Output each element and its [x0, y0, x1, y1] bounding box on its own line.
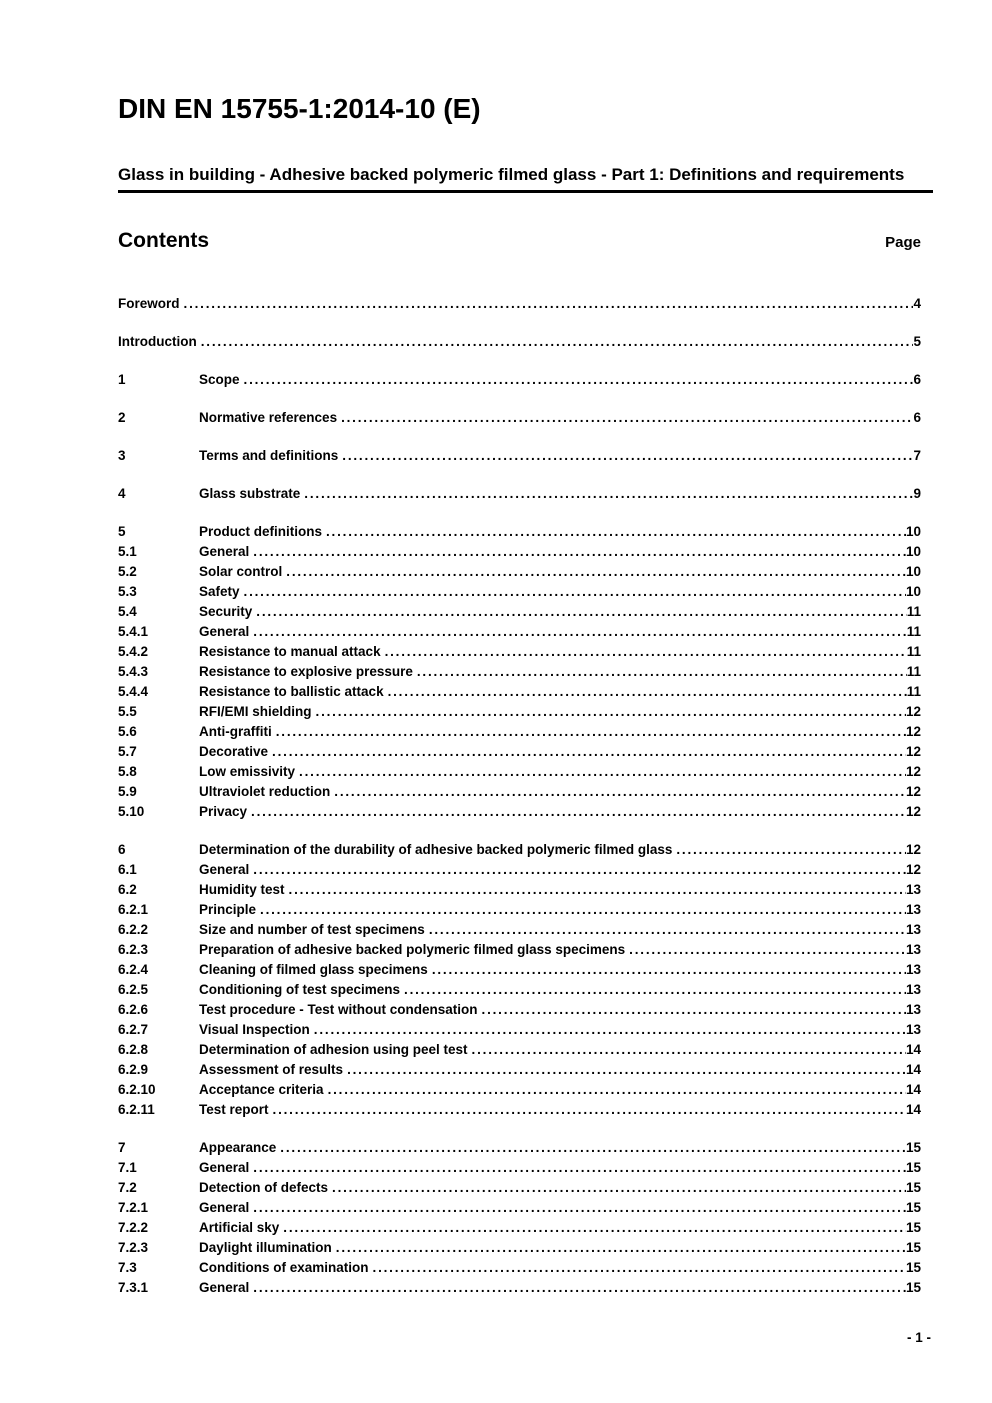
toc-entry-label: Anti-graffiti — [199, 724, 272, 739]
toc-entry-page: 14 — [905, 1082, 921, 1097]
toc-entry-page: 13 — [905, 922, 921, 937]
toc-entry-label: Glass substrate — [199, 486, 301, 501]
toc-dot-leader — [253, 1198, 906, 1218]
toc-entry-page: 9 — [913, 486, 921, 501]
toc-entry-label: Daylight illumination — [199, 1240, 332, 1255]
toc-entry-label: Solar control — [199, 564, 283, 579]
toc-entry-number: 6.1 — [118, 862, 137, 877]
toc-dot-leader — [273, 1100, 906, 1120]
toc-entry-page: 13 — [905, 882, 921, 897]
toc-dot-leader — [251, 802, 906, 822]
toc-entry-label: Conditioning of test specimens — [199, 982, 401, 997]
toc-entry-number: 7.3.1 — [118, 1280, 149, 1295]
toc-entry-label: Decorative — [199, 744, 269, 759]
toc-entry-label: Privacy — [199, 804, 248, 819]
toc-entry-number: 5.4.3 — [118, 664, 149, 679]
toc-entry-number: 5.5 — [118, 704, 137, 719]
toc-entry-page: 13 — [905, 962, 921, 977]
toc-entry-page: 12 — [905, 764, 921, 779]
toc-dot-leader — [385, 642, 907, 662]
toc-dot-leader — [304, 484, 913, 504]
toc-entry-number: 7.1 — [118, 1160, 137, 1175]
toc-dot-leader — [482, 1000, 906, 1020]
toc-entry-label: Detection of defects — [199, 1180, 329, 1195]
toc-row — [118, 522, 933, 542]
toc-entry-number: 6.2.7 — [118, 1022, 149, 1037]
toc-entry-page: 11 — [906, 644, 921, 659]
toc-entry-page: 12 — [905, 744, 921, 759]
toc-group — [118, 840, 933, 1120]
toc-row — [118, 802, 933, 822]
toc-entry-page: 15 — [905, 1260, 921, 1275]
toc-entry-page: 10 — [905, 564, 921, 579]
toc-entry-label: Resistance to manual attack — [199, 644, 381, 659]
toc-dot-leader — [347, 1060, 906, 1080]
contents-heading: Contents — [118, 229, 209, 252]
toc-entry-number: 4 — [118, 486, 126, 501]
toc-dot-leader — [472, 1040, 906, 1060]
toc-entry-page: 13 — [905, 942, 921, 957]
toc-entry-number: 6.2.6 — [118, 1002, 149, 1017]
toc-entry-page: 15 — [905, 1280, 921, 1295]
toc-dot-leader — [253, 1158, 906, 1178]
toc-row — [118, 642, 933, 662]
toc-entry-label: Appearance — [199, 1140, 277, 1155]
toc-entry-number: 6 — [118, 842, 126, 857]
toc-entry-page: 12 — [905, 804, 921, 819]
toc-entry-page: 14 — [905, 1062, 921, 1077]
toc-entry-page: 10 — [905, 544, 921, 559]
toc-entry-label: Artificial sky — [199, 1220, 280, 1235]
toc-entry-page: 13 — [905, 902, 921, 917]
toc-row — [118, 702, 933, 722]
toc-entry-number: 6.2.1 — [118, 902, 149, 917]
toc-row — [118, 294, 933, 314]
toc-row — [118, 880, 933, 900]
toc-entry-number: 7.2.1 — [118, 1200, 149, 1215]
toc-entry-label: General — [199, 1200, 250, 1215]
toc-entry-label: Terms and definitions — [199, 448, 339, 463]
toc-entry-number: 7.2.3 — [118, 1240, 149, 1255]
toc-entry-number: 5.9 — [118, 784, 137, 799]
toc-row — [118, 722, 933, 742]
toc-dot-leader — [314, 1020, 906, 1040]
toc-entry-label: Visual Inspection — [199, 1022, 310, 1037]
toc-entry-label: Determination of adhesion using peel test — [199, 1042, 468, 1057]
toc-entry-label: Preparation of adhesive backed polymeric filmed glass specimens — [199, 942, 626, 957]
toc-dot-leader — [253, 1278, 906, 1298]
toc-entry-page: 13 — [905, 982, 921, 997]
toc-dot-leader — [244, 582, 906, 602]
toc-entry-label: Conditions of examination — [199, 1260, 369, 1275]
toc-dot-leader — [244, 370, 914, 390]
toc-entry-number: 2 — [118, 410, 126, 425]
toc-row — [118, 1138, 933, 1158]
toc-dot-leader — [276, 722, 906, 742]
toc-entry-label: Resistance to explosive pressure — [199, 664, 413, 679]
toc-entry-page: 12 — [905, 862, 921, 877]
toc-entry-label: Ultraviolet reduction — [199, 784, 331, 799]
toc-row — [118, 1238, 933, 1258]
toc-entry-number: 7.3 — [118, 1260, 137, 1275]
toc-dot-leader — [299, 762, 906, 782]
toc-row — [118, 1020, 933, 1040]
toc-entry-page: 11 — [906, 684, 921, 699]
toc-entry-page: 12 — [905, 784, 921, 799]
toc-dot-leader — [253, 542, 906, 562]
toc-entry-label: Cleaning of filmed glass specimens — [199, 962, 428, 977]
toc-entry-number: 5.1 — [118, 544, 137, 559]
toc-entry-number: 5.8 — [118, 764, 137, 779]
toc-row — [118, 484, 933, 504]
toc-entry-number: 1 — [118, 372, 126, 387]
toc-entry-label: Foreword — [118, 296, 180, 311]
toc-dot-leader — [326, 522, 906, 542]
toc-dot-leader — [272, 742, 906, 762]
toc-entry-label: Assessment of results — [199, 1062, 344, 1077]
toc-row — [118, 542, 933, 562]
toc-group — [118, 522, 933, 822]
toc-row — [118, 1258, 933, 1278]
toc-entry-page: 6 — [913, 372, 921, 387]
toc-entry-number: 6.2 — [118, 882, 137, 897]
toc-entry-number: 5.2 — [118, 564, 137, 579]
toc-row — [118, 1000, 933, 1020]
toc-dot-leader — [429, 920, 906, 940]
toc-entry-number: 7.2 — [118, 1180, 137, 1195]
toc-entry-page: 15 — [905, 1180, 921, 1195]
toc-entry-label: RFI/EMI shielding — [199, 704, 312, 719]
toc-entry-page: 6 — [913, 410, 921, 425]
document-code: DIN EN 15755-1:2014-10 (E) — [118, 93, 481, 124]
toc-entry-page: 5 — [913, 334, 921, 349]
toc-entry-page: 10 — [905, 524, 921, 539]
toc-entry-number: 5.4 — [118, 604, 137, 619]
toc-row — [118, 622, 933, 642]
toc-entry-number: 5.4.4 — [118, 684, 149, 699]
toc-entry-label: Security — [199, 604, 253, 619]
toc-dot-leader — [432, 960, 906, 980]
toc-entry-number: 6.2.11 — [118, 1102, 155, 1117]
toc-entry-page: 10 — [905, 584, 921, 599]
toc-entry-page: 13 — [905, 1002, 921, 1017]
toc-dot-leader — [286, 562, 906, 582]
toc-entry-page: 14 — [905, 1102, 921, 1117]
toc — [118, 294, 933, 1298]
toc-entry-label: General — [199, 1280, 250, 1295]
footer-page-number: - 1 - — [906, 1330, 931, 1345]
toc-entry-page: 11 — [906, 604, 921, 619]
toc-dot-leader — [283, 1218, 906, 1238]
toc-entry-page: 12 — [905, 842, 921, 857]
toc-entry-label: Safety — [199, 584, 240, 599]
toc-entry-number: 5.10 — [118, 804, 145, 819]
toc-row — [118, 840, 933, 860]
toc-entry-page: 15 — [905, 1140, 921, 1155]
toc-row — [118, 1198, 933, 1218]
toc-entry-number: 5.7 — [118, 744, 137, 759]
toc-row — [118, 1040, 933, 1060]
toc-row — [118, 782, 933, 802]
toc-entry-label: Low emissivity — [199, 764, 296, 779]
page-column-label: Page — [885, 234, 921, 251]
toc-dot-leader — [342, 446, 913, 466]
toc-entry-page: 12 — [905, 724, 921, 739]
toc-group — [118, 1138, 933, 1298]
toc-dot-leader — [201, 332, 914, 352]
toc-row — [118, 1178, 933, 1198]
toc-entry-page: 14 — [905, 1042, 921, 1057]
toc-dot-leader — [328, 1080, 906, 1100]
toc-dot-leader — [336, 1238, 906, 1258]
toc-dot-leader — [260, 900, 906, 920]
toc-entry-number: 6.2.5 — [118, 982, 149, 997]
toc-entry-number: 6.2.10 — [118, 1082, 156, 1097]
toc-row — [118, 446, 933, 466]
toc-entry-label: Determination of the durability of adhesive backed polymeric filmed glass — [199, 842, 673, 857]
toc-dot-leader — [253, 860, 906, 880]
toc-row — [118, 1100, 933, 1120]
toc-row — [118, 1158, 933, 1178]
toc-entry-number: 7.2.2 — [118, 1220, 149, 1235]
toc-entry-number: 5.4.1 — [118, 624, 149, 639]
toc-dot-leader — [334, 782, 906, 802]
toc-row — [118, 370, 933, 390]
toc-entry-label: Resistance to ballistic attack — [199, 684, 384, 699]
toc-entry-number: 6.2.8 — [118, 1042, 149, 1057]
toc-entry-page: 15 — [905, 1220, 921, 1235]
toc-entry-page: 11 — [906, 664, 921, 679]
toc-entry-number: 5.3 — [118, 584, 137, 599]
toc-entry-label: Introduction — [118, 334, 197, 349]
toc-row — [118, 1278, 933, 1298]
toc-dot-leader — [404, 980, 906, 1000]
toc-row — [118, 742, 933, 762]
toc-entry-page: 4 — [913, 296, 921, 311]
toc-entry-number: 3 — [118, 448, 126, 463]
toc-dot-leader — [253, 622, 906, 642]
toc-entry-number: 5 — [118, 524, 126, 539]
toc-entry-number: 6.2.4 — [118, 962, 149, 977]
toc-dot-leader — [316, 702, 906, 722]
toc-row — [118, 1060, 933, 1080]
toc-dot-leader — [341, 408, 913, 428]
toc-entry-number: 7 — [118, 1140, 126, 1155]
toc-entry-label: Scope — [199, 372, 240, 387]
toc-entry-label: General — [199, 862, 250, 877]
toc-row — [118, 960, 933, 980]
toc-row — [118, 860, 933, 880]
toc-entry-label: Size and number of test specimens — [199, 922, 425, 937]
toc-row — [118, 662, 933, 682]
toc-group — [118, 332, 933, 352]
toc-entry-page: 7 — [913, 448, 921, 463]
toc-row — [118, 408, 933, 428]
toc-group — [118, 294, 933, 314]
contents-header — [118, 229, 933, 253]
toc-row — [118, 332, 933, 352]
toc-dot-leader — [280, 1138, 906, 1158]
toc-row — [118, 682, 933, 702]
toc-row — [118, 1218, 933, 1238]
toc-row — [118, 602, 933, 622]
toc-row — [118, 582, 933, 602]
toc-entry-page: 12 — [905, 704, 921, 719]
toc-entry-label: Test procedure - Test without condensation — [199, 1002, 478, 1017]
toc-entry-page: 15 — [905, 1240, 921, 1255]
toc-row — [118, 920, 933, 940]
toc-entry-page: 11 — [906, 624, 921, 639]
toc-entry-number: 6.2.3 — [118, 942, 149, 957]
toc-row — [118, 562, 933, 582]
toc-entry-page: 15 — [905, 1160, 921, 1175]
toc-row — [118, 940, 933, 960]
toc-row — [118, 762, 933, 782]
toc-row — [118, 1080, 933, 1100]
toc-group — [118, 446, 933, 466]
toc-entry-label: General — [199, 624, 250, 639]
toc-entry-number: 6.2.2 — [118, 922, 149, 937]
toc-dot-leader — [332, 1178, 906, 1198]
toc-row — [118, 980, 933, 1000]
toc-entry-label: Test report — [199, 1102, 269, 1117]
toc-entry-label: General — [199, 1160, 250, 1175]
toc-entry-label: Product definitions — [199, 524, 322, 539]
toc-entry-label: General — [199, 544, 250, 559]
toc-entry-page: 15 — [905, 1200, 921, 1215]
toc-entry-label: Normative references — [199, 410, 338, 425]
toc-dot-leader — [417, 662, 907, 682]
document-title: Glass in building - Adhesive backed polymeric filmed glass - Part 1: Definitions and requirements — [118, 164, 933, 193]
toc-entry-number: 6.2.9 — [118, 1062, 149, 1077]
toc-group — [118, 484, 933, 504]
toc-dot-leader — [289, 880, 906, 900]
toc-entry-label: Humidity test — [199, 882, 285, 897]
toc-dot-leader — [256, 602, 906, 622]
toc-group — [118, 370, 933, 390]
toc-dot-leader — [388, 682, 907, 702]
toc-entry-label: Principle — [199, 902, 257, 917]
toc-dot-leader — [184, 294, 914, 314]
toc-entry-number: 5.4.2 — [118, 644, 149, 659]
toc-dot-leader — [676, 840, 906, 860]
toc-dot-leader — [629, 940, 906, 960]
toc-group — [118, 408, 933, 428]
document-page — [118, 0, 933, 1403]
toc-dot-leader — [373, 1258, 906, 1278]
toc-entry-number: 5.6 — [118, 724, 137, 739]
toc-row — [118, 900, 933, 920]
toc-entry-label: Acceptance criteria — [199, 1082, 324, 1097]
toc-entry-page: 13 — [905, 1022, 921, 1037]
